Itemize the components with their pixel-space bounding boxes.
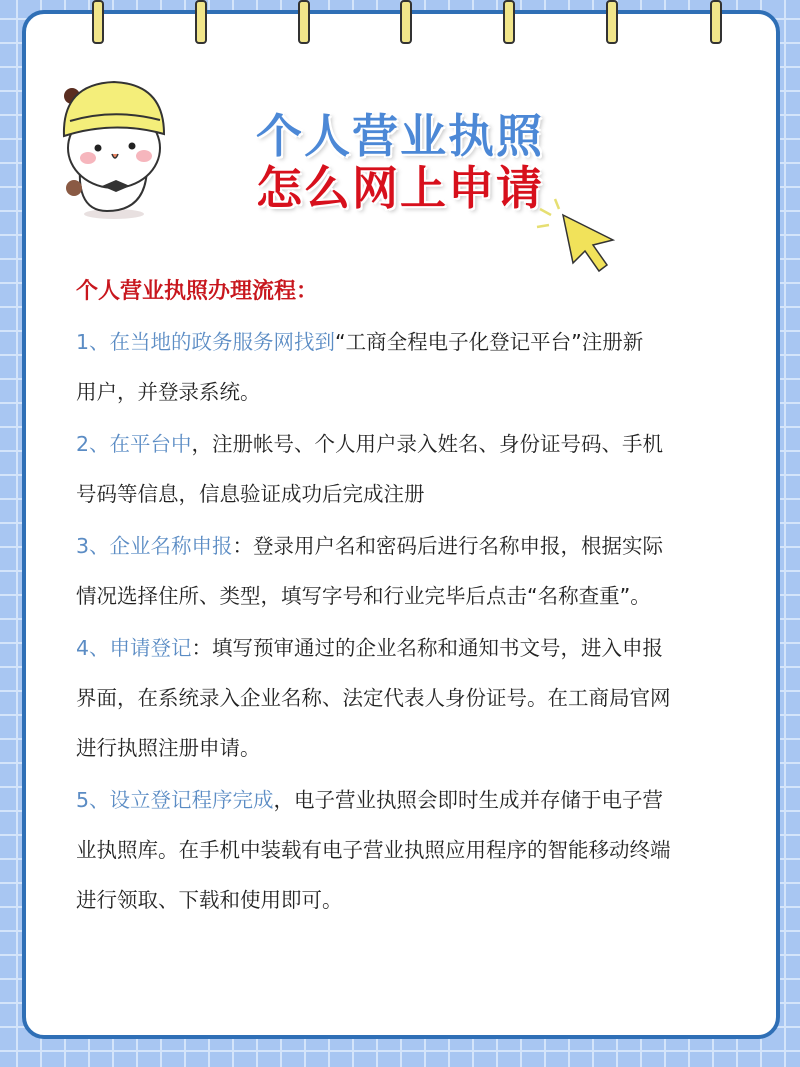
mascot-illustration xyxy=(52,76,177,221)
title-line-2: 怎么网上申请 xyxy=(256,161,544,215)
step-lead: 申请登记 xyxy=(109,636,192,660)
ring-icon xyxy=(495,0,519,56)
steps-list xyxy=(76,317,736,927)
title-line-1: 个人营业执照 xyxy=(256,109,544,163)
step-item xyxy=(76,623,736,773)
step-lead: 在当地的政务服务网找到 xyxy=(109,330,336,354)
step-text: 用户，并登录系统。 xyxy=(76,380,261,404)
step-item xyxy=(76,317,736,417)
step-lead: 在平台中 xyxy=(109,432,192,456)
ring-icon xyxy=(702,0,726,56)
step-text: ，注册帐号、个人用户录入姓名、身份证号码、手机 xyxy=(191,432,664,456)
step-text: 进行执照注册申请。 xyxy=(76,736,261,760)
ring-icon xyxy=(598,0,622,56)
step-number: 1、 xyxy=(76,330,110,354)
step-lead: 设立登记程序完成 xyxy=(109,788,274,812)
step-item xyxy=(76,775,736,925)
step-item xyxy=(76,521,736,621)
step-text: 业执照库。在手机中装载有电子营业执照应用程序的智能移动终端 xyxy=(76,838,671,862)
ring-icon xyxy=(84,0,108,56)
step-item xyxy=(76,419,736,519)
process-heading: 个人营业执照办理流程： xyxy=(76,279,319,304)
ring-icon xyxy=(392,0,416,56)
ring-icon xyxy=(290,0,314,56)
step-text: ：登录用户名和密码后进行名称申报，根据实际 xyxy=(232,534,664,558)
step-text: 号码等信息，信息验证成功后完成注册 xyxy=(76,482,425,506)
step-number: 4、 xyxy=(76,636,110,660)
step-text: 界面，在系统录入企业名称、法定代表人身份证号。在工商局官网 xyxy=(76,686,671,710)
step-text: ：填写预审通过的企业名称和通知书文号，进入申报 xyxy=(191,636,664,660)
step-number: 3、 xyxy=(76,534,110,558)
cursor-arrow-icon xyxy=(535,195,620,280)
step-text: “工商全程电子化登记平台”注册新 xyxy=(335,330,644,354)
step-text: 进行领取、下载和使用即可。 xyxy=(76,888,343,912)
step-number: 2、 xyxy=(76,432,110,456)
step-number: 5、 xyxy=(76,788,110,812)
ring-icon xyxy=(187,0,211,56)
step-text: 情况选择住所、类型，填写字号和行业完毕后点击“名称查重”。 xyxy=(76,584,651,608)
step-text: ，电子营业执照会即时生成并存储于电子营 xyxy=(273,788,664,812)
step-lead: 企业名称申报 xyxy=(109,534,233,558)
